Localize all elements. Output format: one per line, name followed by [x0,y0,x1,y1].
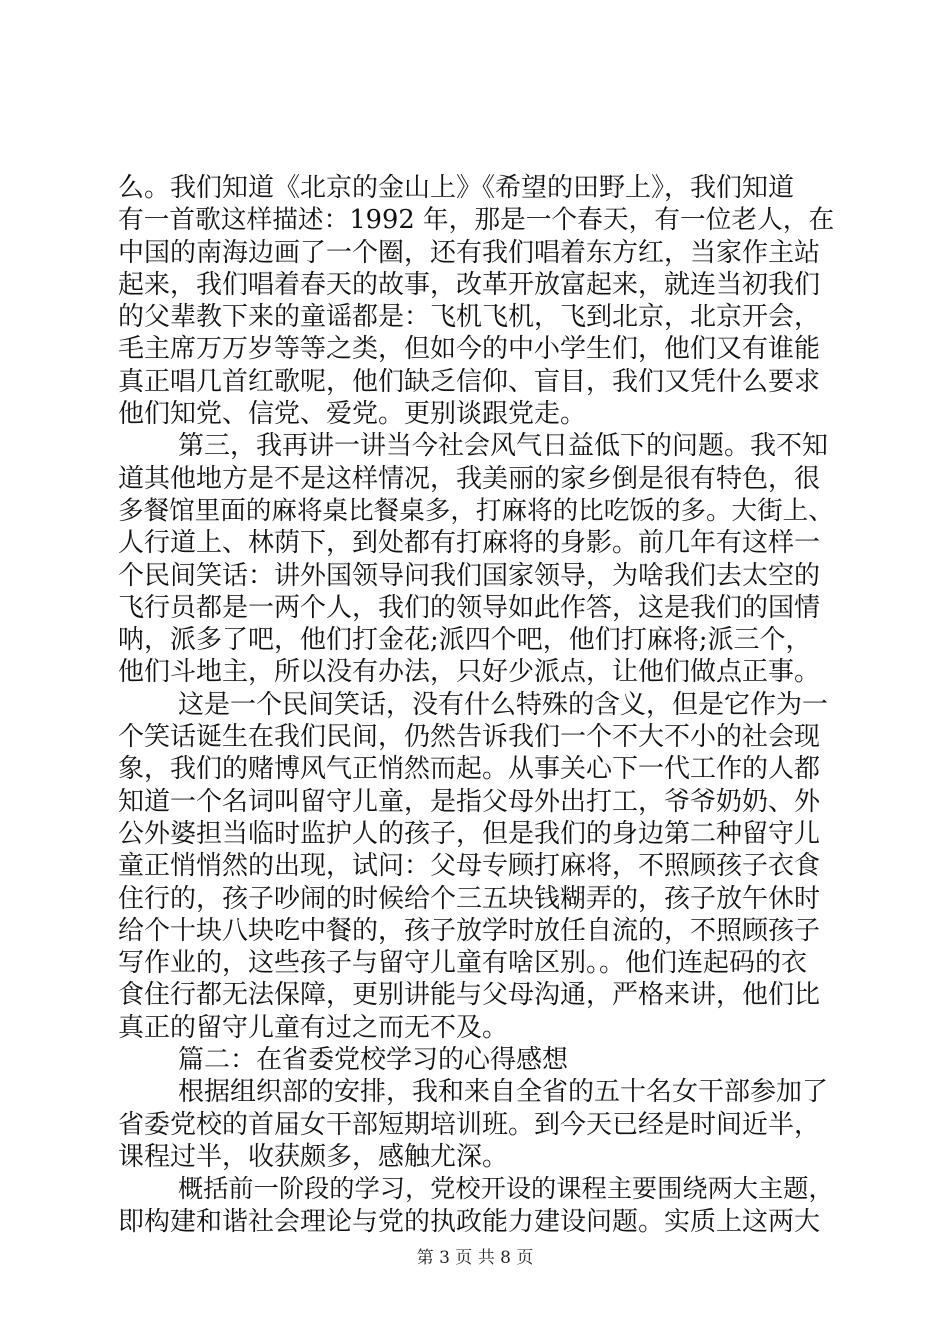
text-line: 即构建和谐社会理论与党的执政能力建设问题。实质上这两大 [118,1206,821,1237]
text-line: 个民间笑话：讲外国领导问我们国家领导，为啥我们去太空的 [118,560,821,591]
text-line: 他们斗地主，所以没有办法，只好少派点，让他们做点正事。 [118,657,821,688]
text-line: 个笑话诞生在我们民间，仍然告诉我们一个不大不小的社会现 [118,722,821,753]
text-line: 省委党校的首届女干部短期培训班。到今天已经是时间近半， [118,1109,821,1140]
text-line: 的父辈教下来的童谣都是：飞机飞机，飞到北京，北京开会， [118,302,821,333]
page-footer: 第 3 页 共 8 页 [416,1248,534,1268]
text-line: 起来，我们唱着春天的故事，改革开放富起来，就连当初我们 [118,269,821,300]
text-line: 真正唱几首红歌呢，他们缺乏信仰、盲目，我们又凭什么要求 [118,366,821,397]
text-line: 呐，派多了吧，他们打金花;派四个吧，他们打麻将;派三个， [118,625,812,656]
text-line: 他们知党、信党、爱党。更别谈跟党走。 [118,399,587,430]
text-line: 食住行都无法保障，更别讲能与父母沟通，严格来讲，他们比 [118,980,821,1011]
text-line: 么。我们知道《北京的金山上》《希望的田野上》，我们知道 [118,173,795,203]
text-line: 道其他地方是不是这样情况，我美丽的家乡倒是很有特色，很 [118,463,821,494]
document-body [118,172,834,1238]
text-line: 多餐馆里面的麻将桌比餐桌多，打麻将的比吃饭的多。大街上、 [118,495,834,526]
text-line: 写作业的，这些孩子与留守儿童有啥区别。。他们连起码的衣 [118,948,808,979]
text-line: 第三，我再讲一讲当今社会风气日益低下的问题。我不知 [178,431,829,462]
text-line: 童正悄悄然的出现，试问：父母专顾打麻将，不照顾孩子衣食 [118,851,821,882]
text-line: 给个十块八块吃中餐的，孩子放学时放任自流的，不照顾孩子 [118,915,821,946]
text-line: 中国的南海边画了一个圈，还有我们唱着东方红，当家作主站 [118,237,821,268]
text-line: 根据组织部的安排，我和来自全省的五十名女干部参加了 [178,1077,829,1108]
text-line: 象，我们的赌博风气正悄然而起。从事关心下一代工作的人都 [118,754,821,785]
text-line: 真正的留守儿童有过之而无不及。 [118,1012,509,1043]
text-line: 这是一个民间笑话，没有什么特殊的含义，但是它作为一 [178,689,829,720]
text-line: 飞行员都是一两个人，我们的领导如此作答，这是我们的国情 [118,592,821,623]
text-line: 公外婆担当临时监护人的孩子，但是我们的身边第二种留守儿 [118,818,821,849]
text-line: 知道一个名词叫留守儿童，是指父母外出打工，爷爷奶奶、外 [118,786,821,817]
text-line: 人行道上、林荫下，到处都有打麻将的身影。前几年有这样一 [118,528,821,559]
text-line: 住行的，孩子吵闹的时候给个三五块钱糊弄的，孩子放午休时 [118,883,821,914]
text-line: 有一首歌这样描述：1992 年，那是一个春天，有一位老人，在 [118,205,835,236]
text-line: 课程过半，收获颇多，感触尤深。 [118,1141,509,1172]
text-line: 概括前一阶段的学习，党校开设的课程主要围绕两大主题， [178,1174,834,1204]
text-line: 篇二：在省委党校学习的心得感想 [178,1045,569,1076]
text-line: 毛主席万万岁等等之类，但如今的中小学生们，他们又有谁能 [118,334,821,365]
